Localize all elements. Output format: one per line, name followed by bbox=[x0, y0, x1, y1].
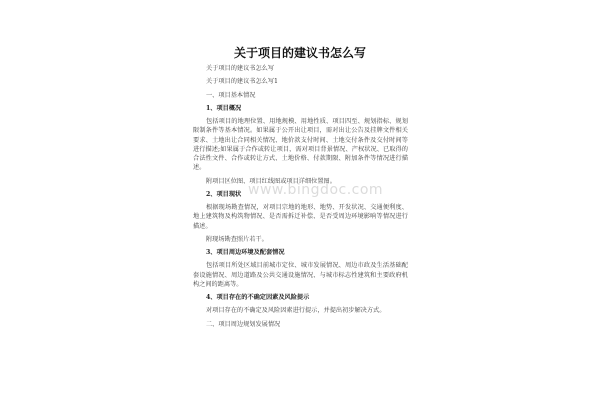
subsection-heading: 1、项目概况 bbox=[206, 104, 242, 112]
paragraph: 关于项目的建议书怎么写 bbox=[206, 65, 275, 72]
paragraph: 附项目区位图、项目红线图或项目详细位置图。 bbox=[206, 177, 336, 185]
subsection-heading: 2、项目现状 bbox=[206, 190, 242, 198]
section-heading: 一、项目基本情况 bbox=[206, 91, 256, 99]
paragraph: 对项目存在的不确定及风险因素进行提示，并提出初步解决方式。 bbox=[206, 307, 386, 315]
paragraph: 根据现场勘查情况，对项目宗地的地形、地势、开发状况、交通便利度、地上建筑物及构筑物情况、是否需拆迁补偿、是否受周边环境影响等情况进行描述。 bbox=[193, 204, 408, 230]
subsection-heading: 3、项目周边环境及配套情况 bbox=[206, 249, 285, 256]
document-body bbox=[193, 64, 408, 333]
section-heading: 二、项目周边规划发展情况 bbox=[206, 320, 281, 328]
watermark: www.bingdoc.com bbox=[248, 182, 384, 198]
paragraph: 附现场勘查照片若干。 bbox=[206, 235, 268, 243]
paragraph: 包括项目所处区域目前城市定位、城市发展情况、周边市政及生活基础配套设施情况、周边道路及公共交通设施情况、与城市标志性建筑和主要政府机构之间的距离等。 bbox=[193, 262, 408, 288]
paragraph: 包括项目的地理位置、用地规模、用地性质、项目四至、规划指标、规划限制条件等基本情况。如果属于公开出让项目，需对出让公告及挂牌文件相关要求、土地出让合同相关情况、地价款支付时间、土地交付条件及交付时间等进行描述;如果属于合作或转让项目，需对项目背景情况、产权状况、已取得的合法性文件、合作或转让方式、土地价格、付款期限、附加条件等情况进行描述。 bbox=[193, 118, 408, 172]
subsection-heading: 4、项目存在的不确定因素及风险提示 bbox=[206, 294, 310, 301]
paragraph: 关于项目的建议书怎么写1 bbox=[206, 78, 278, 86]
document-title: 关于项目的建议书怎么写 bbox=[233, 46, 366, 60]
